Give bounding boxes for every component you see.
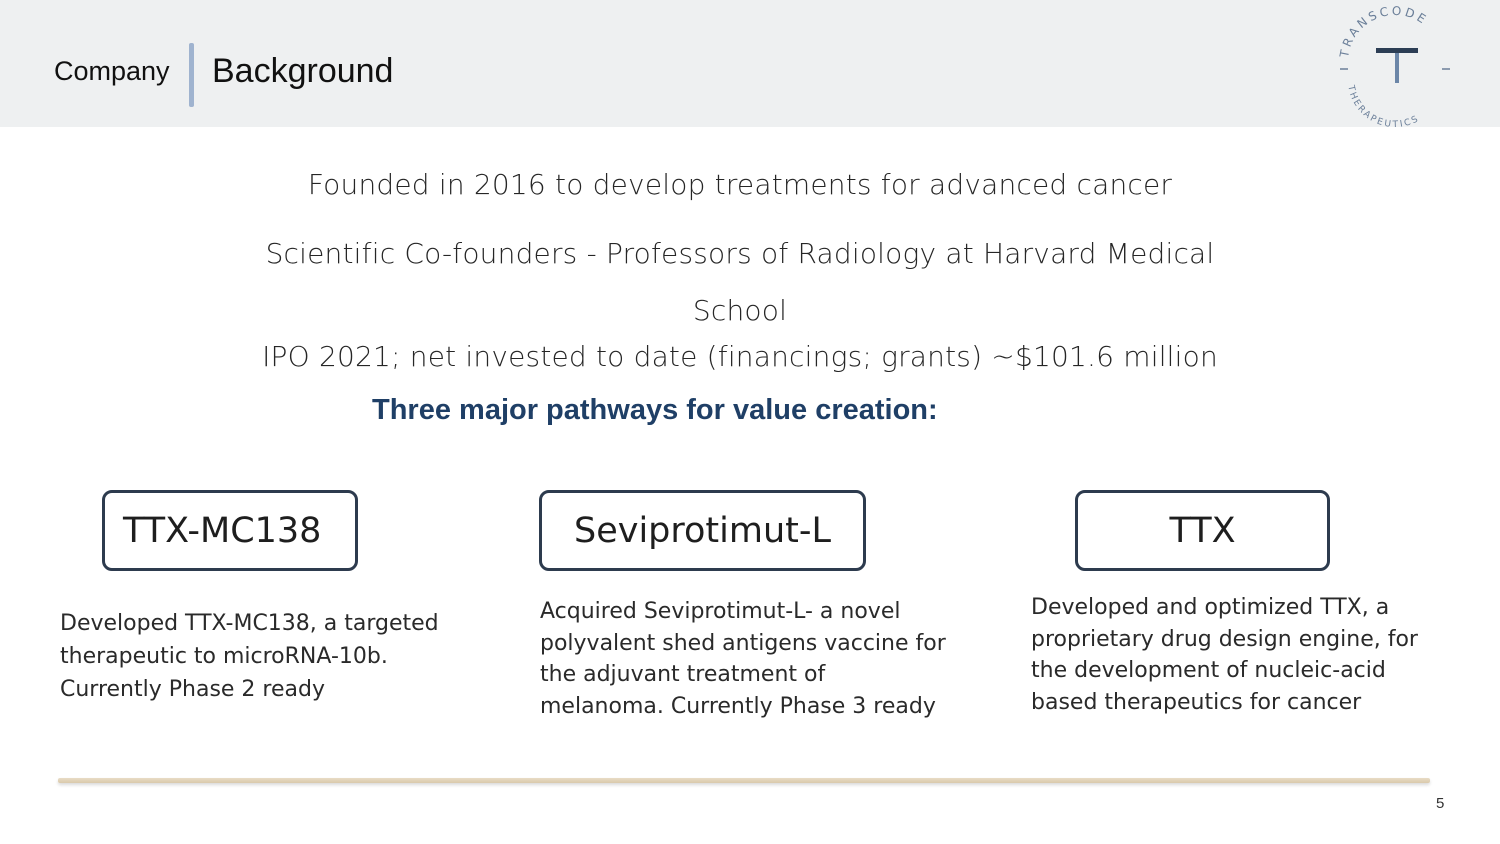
statement-cofounders: Scientific Co-founders - Professors of Radiology at Harvard Medical School [265,237,1215,327]
logo-t-stem [1395,53,1399,83]
pathway-description-ttx: Developed and optimized TTX, a proprietary drug design engine, for the development of nucleic-acid based therapeutics for cancer [1031,595,1418,715]
page-title: Background [212,52,394,90]
pathway-label: TTX [1169,510,1236,551]
pathway-description-ttx-mc138: Developed TTX-MC138, a targeted therapeutic to microRNA-10b. Currently Phase 2 ready [60,611,439,702]
svg-text:THERAPEUTICS [1345,84,1422,128]
value-creation-heading: Three major pathways for value creation: [372,394,938,426]
title-divider [189,43,194,107]
pathway-box-ttx [1075,490,1330,571]
pathway-label: TTX-MC138 [123,510,322,551]
logo-bottom-arc-text: THERAPEUTICS [1345,84,1422,128]
pathway-box-seviprotimut-l [539,490,866,571]
section-label: Company [54,56,170,86]
statement-ipo: IPO 2021; net invested to date (financings; grants) ~$101.6 million [262,340,1218,373]
page-number: 5 [1436,795,1445,812]
logo-t-bar [1376,48,1418,53]
transcode-logo [1332,2,1458,128]
pathway-label: Seviprotimut-L [573,510,831,551]
footer-rule [58,778,1430,783]
pathway-box-ttx-mc138 [102,490,358,571]
logo-top-arc-text: TRANSCODE [1337,3,1431,59]
pathway-description-seviprotimut-l: Acquired Seviprotimut-L- a novel polyvalent shed antigens vaccine for the adjuvant treatment of melanoma. Currently Phase 3 ready [540,599,946,719]
statement-founded: Founded in 2016 to develop treatments for advanced cancer [307,168,1173,201]
